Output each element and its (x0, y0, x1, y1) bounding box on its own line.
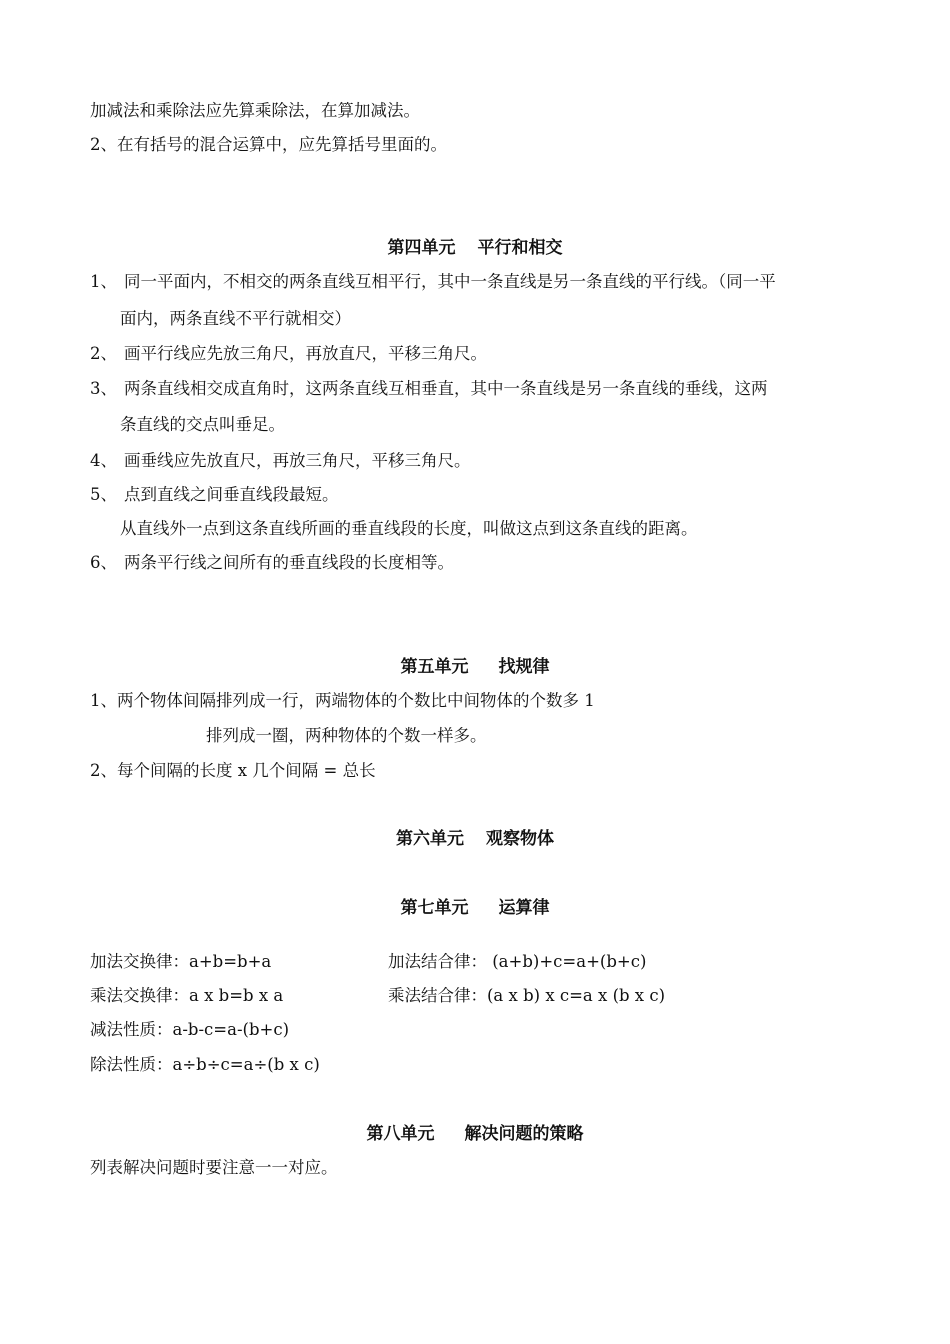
law-subtraction-property: 减法性质：a-b-c=a-(b+c) (90, 1020, 290, 1039)
unit7-heading (0, 897, 950, 919)
law-addition-commutative: 加法交换律：a+b=b+a (90, 952, 272, 971)
unit5-line-3: 2、每个间隔的长度 x 几个间隔 = 总长 (90, 761, 376, 780)
unit8-heading (0, 1123, 950, 1145)
list-text: 画平行线应先放三角尺，再放直尺，平移三角尺。 (124, 344, 487, 363)
law-multiplication-commutative: 乘法交换律：a x b=b x a (90, 986, 284, 1005)
unit8-line-1: 列表解决问题时要注意一一对应。 (90, 1158, 338, 1177)
law-multiplication-associative: 乘法结合律：(a x b) x c=a x (b x c) (388, 986, 666, 1005)
unit7-heading-topic: 运算律 (498, 898, 550, 918)
unit4-item-2 (90, 343, 487, 365)
intro-line-1: 加减法和乘除法应先算乘除法，在算加减法。 (90, 101, 420, 120)
list-number: 1、 (90, 272, 117, 291)
unit5-heading-number: 第五单元 (400, 657, 469, 677)
list-text: 两条平行线之间所有的垂直线段的长度相等。 (124, 553, 454, 572)
unit4-item-1-continued: 面内，两条直线不平行就相交） (120, 309, 351, 328)
unit4-item-3-continued: 条直线的交点叫垂足。 (120, 415, 285, 434)
unit5-heading (0, 656, 950, 678)
list-text: 画垂线应先放直尺，再放三角尺，平移三角尺。 (124, 451, 471, 470)
list-text: 同一平面内，不相交的两条直线互相平行，其中一条直线是另一条直线的平行线。（同一平 (124, 272, 776, 291)
list-number: 5、 (90, 485, 117, 504)
list-number: 4、 (90, 451, 117, 470)
unit6-heading-number: 第六单元 (396, 829, 464, 849)
intro-line-2: 2、在有括号的混合运算中，应先算括号里面的。 (90, 135, 447, 154)
unit4-item-5-continued: 从直线外一点到这条直线所画的垂直线段的长度，叫做这点到这条直线的距离。 (120, 519, 698, 538)
unit5-line-1: 1、两个物体间隔排列成一行，两端物体的个数比中间物体的个数多 1 (90, 691, 595, 710)
unit4-item-4 (90, 450, 471, 472)
unit6-heading-topic: 观察物体 (486, 829, 554, 849)
unit4-item-5 (90, 484, 339, 506)
law-division-property: 除法性质：a÷b÷c=a÷(b x c) (90, 1055, 320, 1074)
unit4-heading-topic: 平行和相交 (477, 238, 563, 258)
list-number: 6、 (90, 553, 117, 572)
unit8-heading-number: 第八单元 (366, 1124, 435, 1144)
unit6-heading (0, 828, 950, 850)
unit4-heading-number: 第四单元 (387, 238, 456, 258)
unit8-heading-topic: 解决问题的策略 (464, 1124, 584, 1144)
unit7-heading-number: 第七单元 (400, 898, 469, 918)
unit5-line-2: 排列成一圈，两种物体的个数一样多。 (206, 726, 487, 745)
law-addition-associative: 加法结合律： (a+b)+c=a+(b+c) (388, 952, 647, 971)
list-number: 3、 (90, 379, 117, 398)
unit4-item-1 (90, 271, 776, 293)
unit4-heading (0, 237, 950, 259)
unit4-item-6 (90, 552, 454, 574)
list-text: 点到直线之间垂直线段最短。 (124, 485, 339, 504)
list-number: 2、 (90, 344, 117, 363)
list-text: 两条直线相交成直角时，这两条直线互相垂直，其中一条直线是另一条直线的垂线，这两 (124, 379, 768, 398)
unit5-heading-topic: 找规律 (498, 657, 550, 677)
unit4-item-3 (90, 378, 768, 400)
